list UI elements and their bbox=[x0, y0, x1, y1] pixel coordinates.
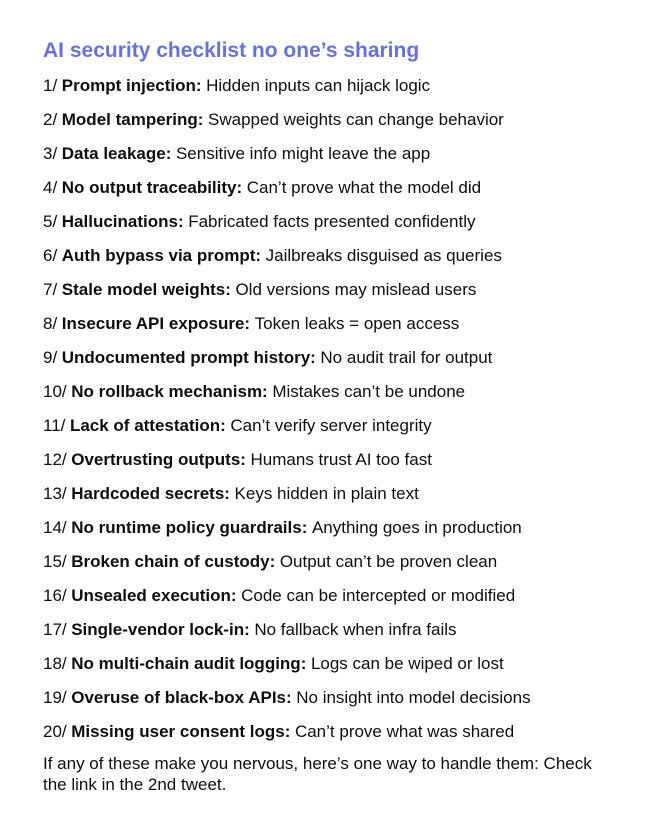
item-label: No output traceability: bbox=[61, 178, 243, 197]
item-label: Hardcoded secrets: bbox=[71, 484, 230, 503]
item-description: Hidden inputs can hijack logic bbox=[206, 76, 431, 95]
checklist-item bbox=[43, 681, 612, 715]
item-label: Overtrusting outputs: bbox=[71, 450, 246, 469]
item-number: 10/ bbox=[43, 382, 67, 401]
checklist-item bbox=[43, 273, 612, 307]
item-description: Anything goes in production bbox=[311, 518, 522, 537]
checklist-item bbox=[43, 307, 612, 341]
checklist-item bbox=[43, 171, 612, 205]
item-label: Overuse of black-box APIs: bbox=[71, 688, 292, 707]
checklist-item bbox=[43, 579, 612, 613]
security-checklist bbox=[43, 69, 612, 749]
item-number: 8/ bbox=[43, 314, 58, 333]
item-number: 16/ bbox=[43, 586, 67, 605]
checklist-item bbox=[43, 715, 612, 749]
item-description: Code can be intercepted or modified bbox=[241, 586, 516, 605]
checklist-item bbox=[43, 511, 612, 545]
item-label: No runtime policy guardrails: bbox=[71, 518, 308, 537]
item-label: Unsealed execution: bbox=[71, 586, 237, 605]
item-description: Sensitive info might leave the app bbox=[175, 144, 431, 163]
page-title: AI security checklist no one’s sharing bbox=[43, 39, 420, 62]
item-number: 11/ bbox=[43, 416, 66, 435]
item-number: 15/ bbox=[43, 552, 67, 571]
item-number: 19/ bbox=[43, 688, 67, 707]
item-label: Lack of attestation: bbox=[69, 416, 226, 435]
item-number: 4/ bbox=[43, 178, 58, 197]
item-label: Auth bypass via prompt: bbox=[61, 246, 262, 265]
item-number: 9/ bbox=[43, 348, 58, 367]
checklist-item bbox=[43, 69, 612, 103]
item-label: Undocumented prompt history: bbox=[61, 348, 316, 367]
checklist-item bbox=[43, 613, 612, 647]
item-label: Missing user consent logs: bbox=[71, 722, 291, 741]
item-label: No rollback mechanism: bbox=[71, 382, 268, 401]
item-description: No insight into model decisions bbox=[296, 688, 531, 707]
checklist-item bbox=[43, 103, 612, 137]
item-number: 5/ bbox=[43, 212, 58, 231]
item-number: 20/ bbox=[43, 722, 67, 741]
item-number: 18/ bbox=[43, 654, 67, 673]
item-number: 13/ bbox=[43, 484, 67, 503]
item-description: Logs can be wiped or lost bbox=[310, 654, 504, 673]
item-description: Old versions may mislead users bbox=[235, 280, 477, 299]
checklist-item bbox=[43, 647, 612, 681]
item-number: 12/ bbox=[43, 450, 67, 469]
footer-note: If any of these make you nervous, here’s one way to handle them: Check the link in the 2nd tweet. bbox=[43, 754, 592, 794]
item-label: Broken chain of custody: bbox=[71, 552, 276, 571]
item-label: No multi-chain audit logging: bbox=[71, 654, 307, 673]
item-description: Swapped weights can change behavior bbox=[208, 110, 504, 129]
item-number: 6/ bbox=[43, 246, 58, 265]
item-label: Insecure API exposure: bbox=[61, 314, 251, 333]
checklist-item bbox=[43, 409, 612, 443]
item-description: No fallback when infra fails bbox=[254, 620, 457, 639]
item-number: 17/ bbox=[43, 620, 67, 639]
checklist-item bbox=[43, 477, 612, 511]
item-description: Keys hidden in plain text bbox=[234, 484, 419, 503]
item-description: Can’t prove what the model did bbox=[246, 178, 482, 197]
item-description: No audit trail for output bbox=[320, 348, 493, 367]
item-label: Single-vendor lock-in: bbox=[71, 620, 250, 639]
checklist-item bbox=[43, 239, 612, 273]
checklist-item bbox=[43, 545, 612, 579]
item-number: 1/ bbox=[43, 76, 58, 95]
checklist-item bbox=[43, 137, 612, 171]
item-label: Prompt injection: bbox=[61, 76, 202, 95]
item-description: Fabricated facts presented confidently bbox=[188, 212, 476, 231]
item-label: Model tampering: bbox=[61, 110, 204, 129]
item-number: 3/ bbox=[43, 144, 58, 163]
item-description: Token leaks = open access bbox=[254, 314, 460, 333]
item-label: Stale model weights: bbox=[61, 280, 231, 299]
item-description: Output can’t be proven clean bbox=[279, 552, 498, 571]
item-label: Hallucinations: bbox=[61, 212, 184, 231]
checklist-item bbox=[43, 375, 612, 409]
checklist-item bbox=[43, 341, 612, 375]
item-number: 7/ bbox=[43, 280, 58, 299]
item-description: Can’t verify server integrity bbox=[230, 416, 432, 435]
item-description: Mistakes can’t be undone bbox=[272, 382, 466, 401]
checklist-item bbox=[43, 205, 612, 239]
item-description: Jailbreaks disguised as queries bbox=[265, 246, 502, 265]
item-number: 2/ bbox=[43, 110, 58, 129]
item-description: Humans trust AI too fast bbox=[250, 450, 432, 469]
item-description: Can’t prove what was shared bbox=[294, 722, 515, 741]
checklist-item bbox=[43, 443, 612, 477]
item-label: Data leakage: bbox=[61, 144, 172, 163]
item-number: 14/ bbox=[43, 518, 67, 537]
